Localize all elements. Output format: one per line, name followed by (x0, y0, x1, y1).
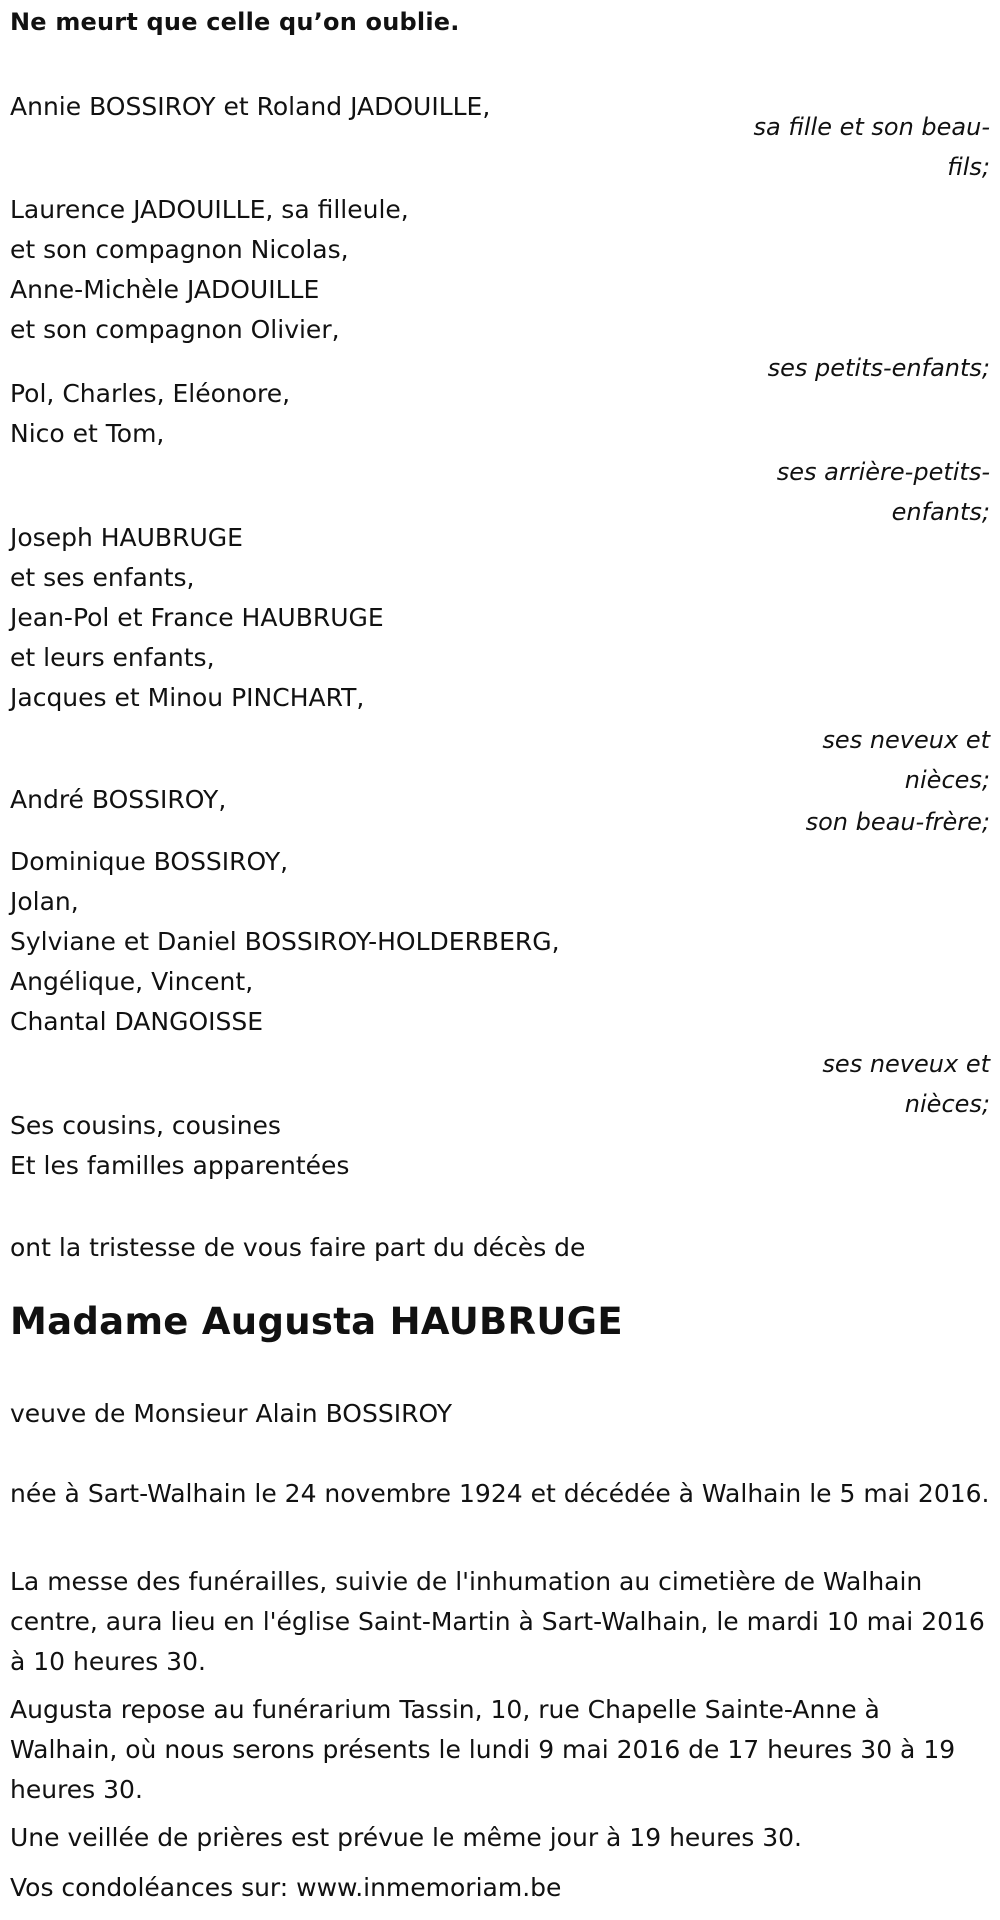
family-group-nephews-2 (10, 842, 990, 1124)
family-name-line: et son compagnon Olivier, (10, 315, 340, 344)
family-name-line: Jean-Pol et France HAUBRUGE (10, 603, 384, 632)
family-group-great-grandchildren (10, 374, 990, 532)
deceased-name: Madame Augusta HAUBRUGE (10, 1300, 623, 1343)
family-name-line: Pol, Charles, Eléonore, (10, 379, 291, 408)
family-names (10, 518, 990, 718)
family-names (10, 842, 990, 1042)
funerarium-paragraph: Augusta repose au funérarium Tassin, 10, rue Chapelle Sainte-Anne à Walhain, où nous serons présents le lundi 9 mai 2016 de 17 heures 30 à 19 heures 30. (10, 1695, 956, 1804)
family-group-cousins (10, 1106, 990, 1186)
family-name-line: Anne-Michèle JADOUILLE (10, 275, 320, 304)
family-name-line: Angélique, Vincent, (10, 967, 254, 996)
family-name-line: Jolan, (10, 887, 79, 916)
family-name-line: Sylviane et Daniel BOSSIROY-HOLDERBERG, (10, 927, 560, 956)
obituary-notice (10, 0, 990, 1920)
family-name-line: Annie BOSSIROY et Roland JADOUILLE, (10, 92, 491, 121)
family-name-line: Dominique BOSSIROY, (10, 847, 289, 876)
relation-text: son beau-frère; (805, 808, 990, 836)
family-group-brother-in-law (10, 780, 990, 842)
family-name-line: et leurs enfants, (10, 643, 215, 672)
family-name-line: Ses cousins, cousines (10, 1111, 281, 1140)
family-name-line: Et les familles apparentées (10, 1151, 350, 1180)
family-name-line: Chantal DANGOISSE (10, 1007, 264, 1036)
family-name-line: André BOSSIROY, (10, 785, 227, 814)
family-name-line: et son compagnon Nicolas, (10, 235, 349, 264)
family-names (10, 1106, 990, 1186)
epigraph: Ne meurt que celle qu’on oublie. (10, 8, 460, 36)
family-group-grandchildren (10, 190, 990, 388)
widow-of-text: veuve de Monsieur Alain BOSSIROY (10, 1399, 453, 1428)
relation-text: ses neveux et nièces; (822, 1050, 990, 1118)
family-name-line: Joseph HAUBRUGE (10, 523, 243, 552)
birth-death-paragraph: née à Sart-Walhain le 24 novembre 1924 et décédée à Walhain le 5 mai 2016. (10, 1479, 990, 1508)
family-name-line: Jacques et Minou PINCHART, (10, 683, 365, 712)
relation-text: ses arrière-petits-enfants; (776, 458, 990, 526)
vigil-paragraph: Une veillée de prières est prévue le même jour à 19 heures 30. (10, 1823, 802, 1852)
family-names (10, 190, 990, 350)
relation-text: sa fille et son beau-fils; (753, 113, 990, 181)
announcement-text: ont la tristesse de vous faire part du décès de (10, 1233, 586, 1262)
family-name-line: Laurence JADOUILLE, sa filleule, (10, 195, 409, 224)
family-group-daughter (10, 87, 990, 187)
family-names (10, 374, 990, 454)
family-group-nephews-1 (10, 518, 990, 800)
condolences-paragraph: Vos condoléances sur: www.inmemoriam.be (10, 1873, 562, 1902)
family-name-line: et ses enfants, (10, 563, 195, 592)
relation-text: ses neveux et nièces; (822, 726, 990, 794)
family-name-line: Nico et Tom, (10, 419, 165, 448)
relation-text: ses petits-enfants; (767, 354, 990, 382)
funeral-paragraph: La messe des funérailles, suivie de l'inhumation au cimetière de Walhain centre, aura lieu en l'église Saint-Martin à Sart-Walhain, le mardi 10 mai 2016 à 10 heures 30. (10, 1567, 985, 1676)
